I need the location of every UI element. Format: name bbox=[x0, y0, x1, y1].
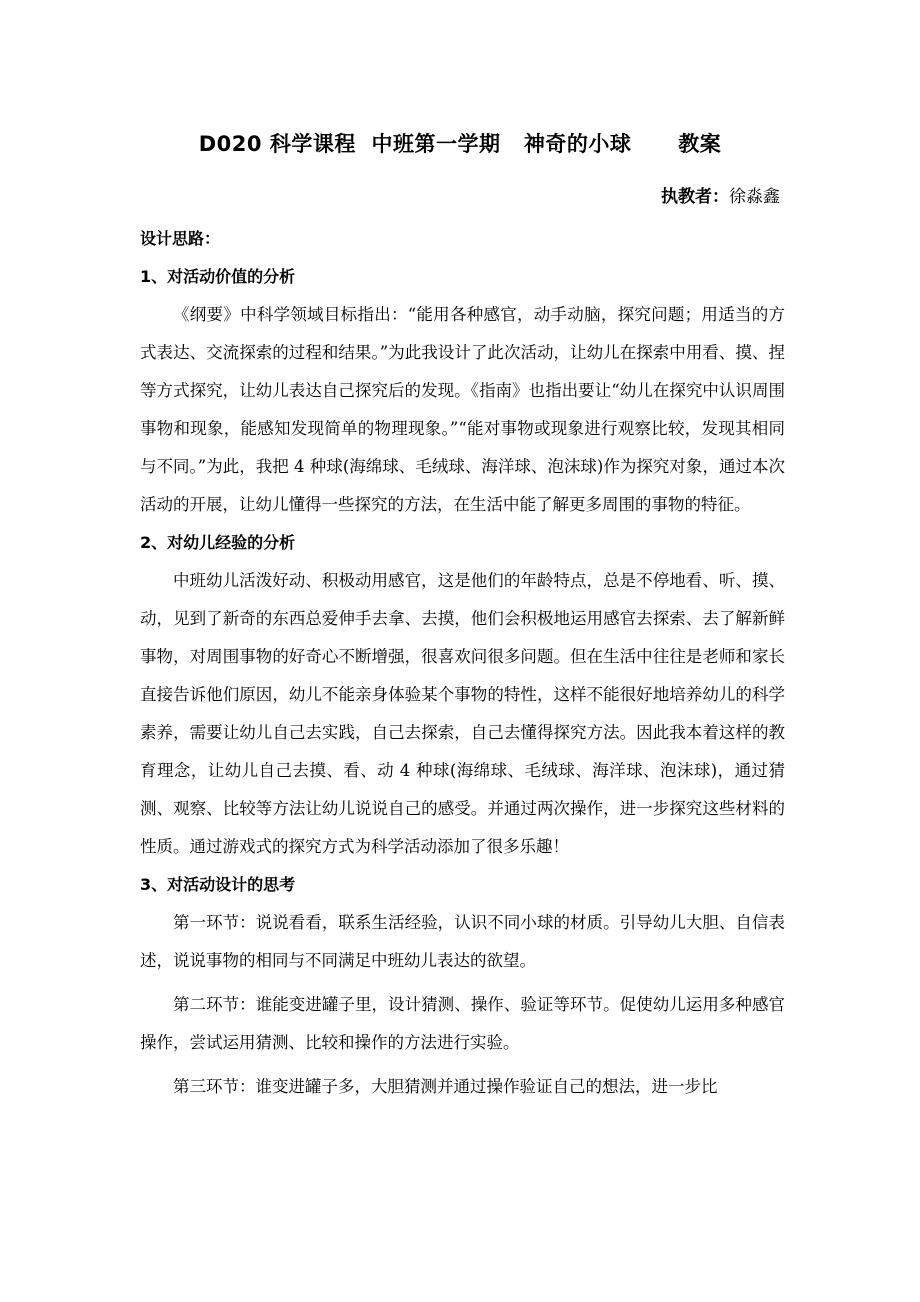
section-2-paragraph: 中班幼儿活泼好动、积极动用感官，这是他们的年龄特点，总是不停地看、听、摸、动，见到了新奇的东西总爱伸手去拿、去摸，他们会积极地运用感官去探索、去了解新鲜事物，对周围事物的好奇心不断增强，很喜欢问很多问题。但在生活中往往是老师和家长直接告诉他们原因，幼儿不能亲身体验某个事物的特性，这样不能很好地培养幼儿的科学素养，需要让幼儿自己去实践，自己去探索，自己去懂得探究方法。因此我本着这样的教育理念，让幼儿自己去摸、看、动 4 种球(海绵球、毛绒球、海洋球、泡沫球)，通过猜测、观察、比较等方法让幼儿说说自己的感受。并通过两次操作，进一步探究这些材料的性质。通过游戏式的探究方式为科学活动添加了很多乐趣！ bbox=[140, 571, 785, 856]
section-1-paragraph: 《纲要》中科学领域目标指出：“能用各种感官，动手动脑，探究问题；用适当的方式表达、交流探索的过程和结果。”为此我设计了此次活动，让幼儿在探索中用看、摸、捏等方式探究，让幼儿表达自己探究后的发现。《指南》也指出要让“幼儿在探究中认识周围事物和现象，能感知发现简单的物理现象。”“能对事物或现象进行观察比较，发现其相同与不同。”为此，我把 4 种球(海绵球、毛绒球、海洋球、泡沫球)作为探究对象，通过本次活动的开展，让幼儿懂得一些探究的方法，在生活中能了解更多周围的事物的特征。 bbox=[140, 305, 785, 514]
author-name: 徐淼鑫 bbox=[729, 187, 780, 207]
section-3-paragraph-2: 第二环节：谁能变进罐子里，设计猜测、操作、验证等环节。促使幼儿运用多种感官操作，尝试运用猜测、比较和操作的方法进行实验。 bbox=[140, 995, 785, 1052]
author-label: 执教者： bbox=[661, 187, 729, 207]
document-title: D020 科学课程 中班第一学期 神奇的小球 教案 bbox=[198, 132, 722, 156]
section-3-heading: 3、对活动设计的思考 bbox=[140, 875, 296, 894]
section-3-paragraph-1: 第一环节：说说看看，联系生活经验，认识不同小球的材质。引导幼儿大胆、自信表述，说说事物的相同与不同满足中班幼儿表达的欲望。 bbox=[140, 913, 785, 970]
author-line bbox=[661, 182, 780, 207]
section-2-heading: 2、对幼儿经验的分析 bbox=[140, 533, 296, 552]
section-3-paragraph-3: 第三环节：谁变进罐子多，大胆猜测并通过操作验证自己的想法，进一步比 bbox=[173, 1077, 718, 1096]
document-body bbox=[140, 220, 785, 1106]
design-heading: 设计思路： bbox=[140, 229, 221, 248]
section-1-heading: 1、对活动价值的分析 bbox=[140, 267, 296, 286]
